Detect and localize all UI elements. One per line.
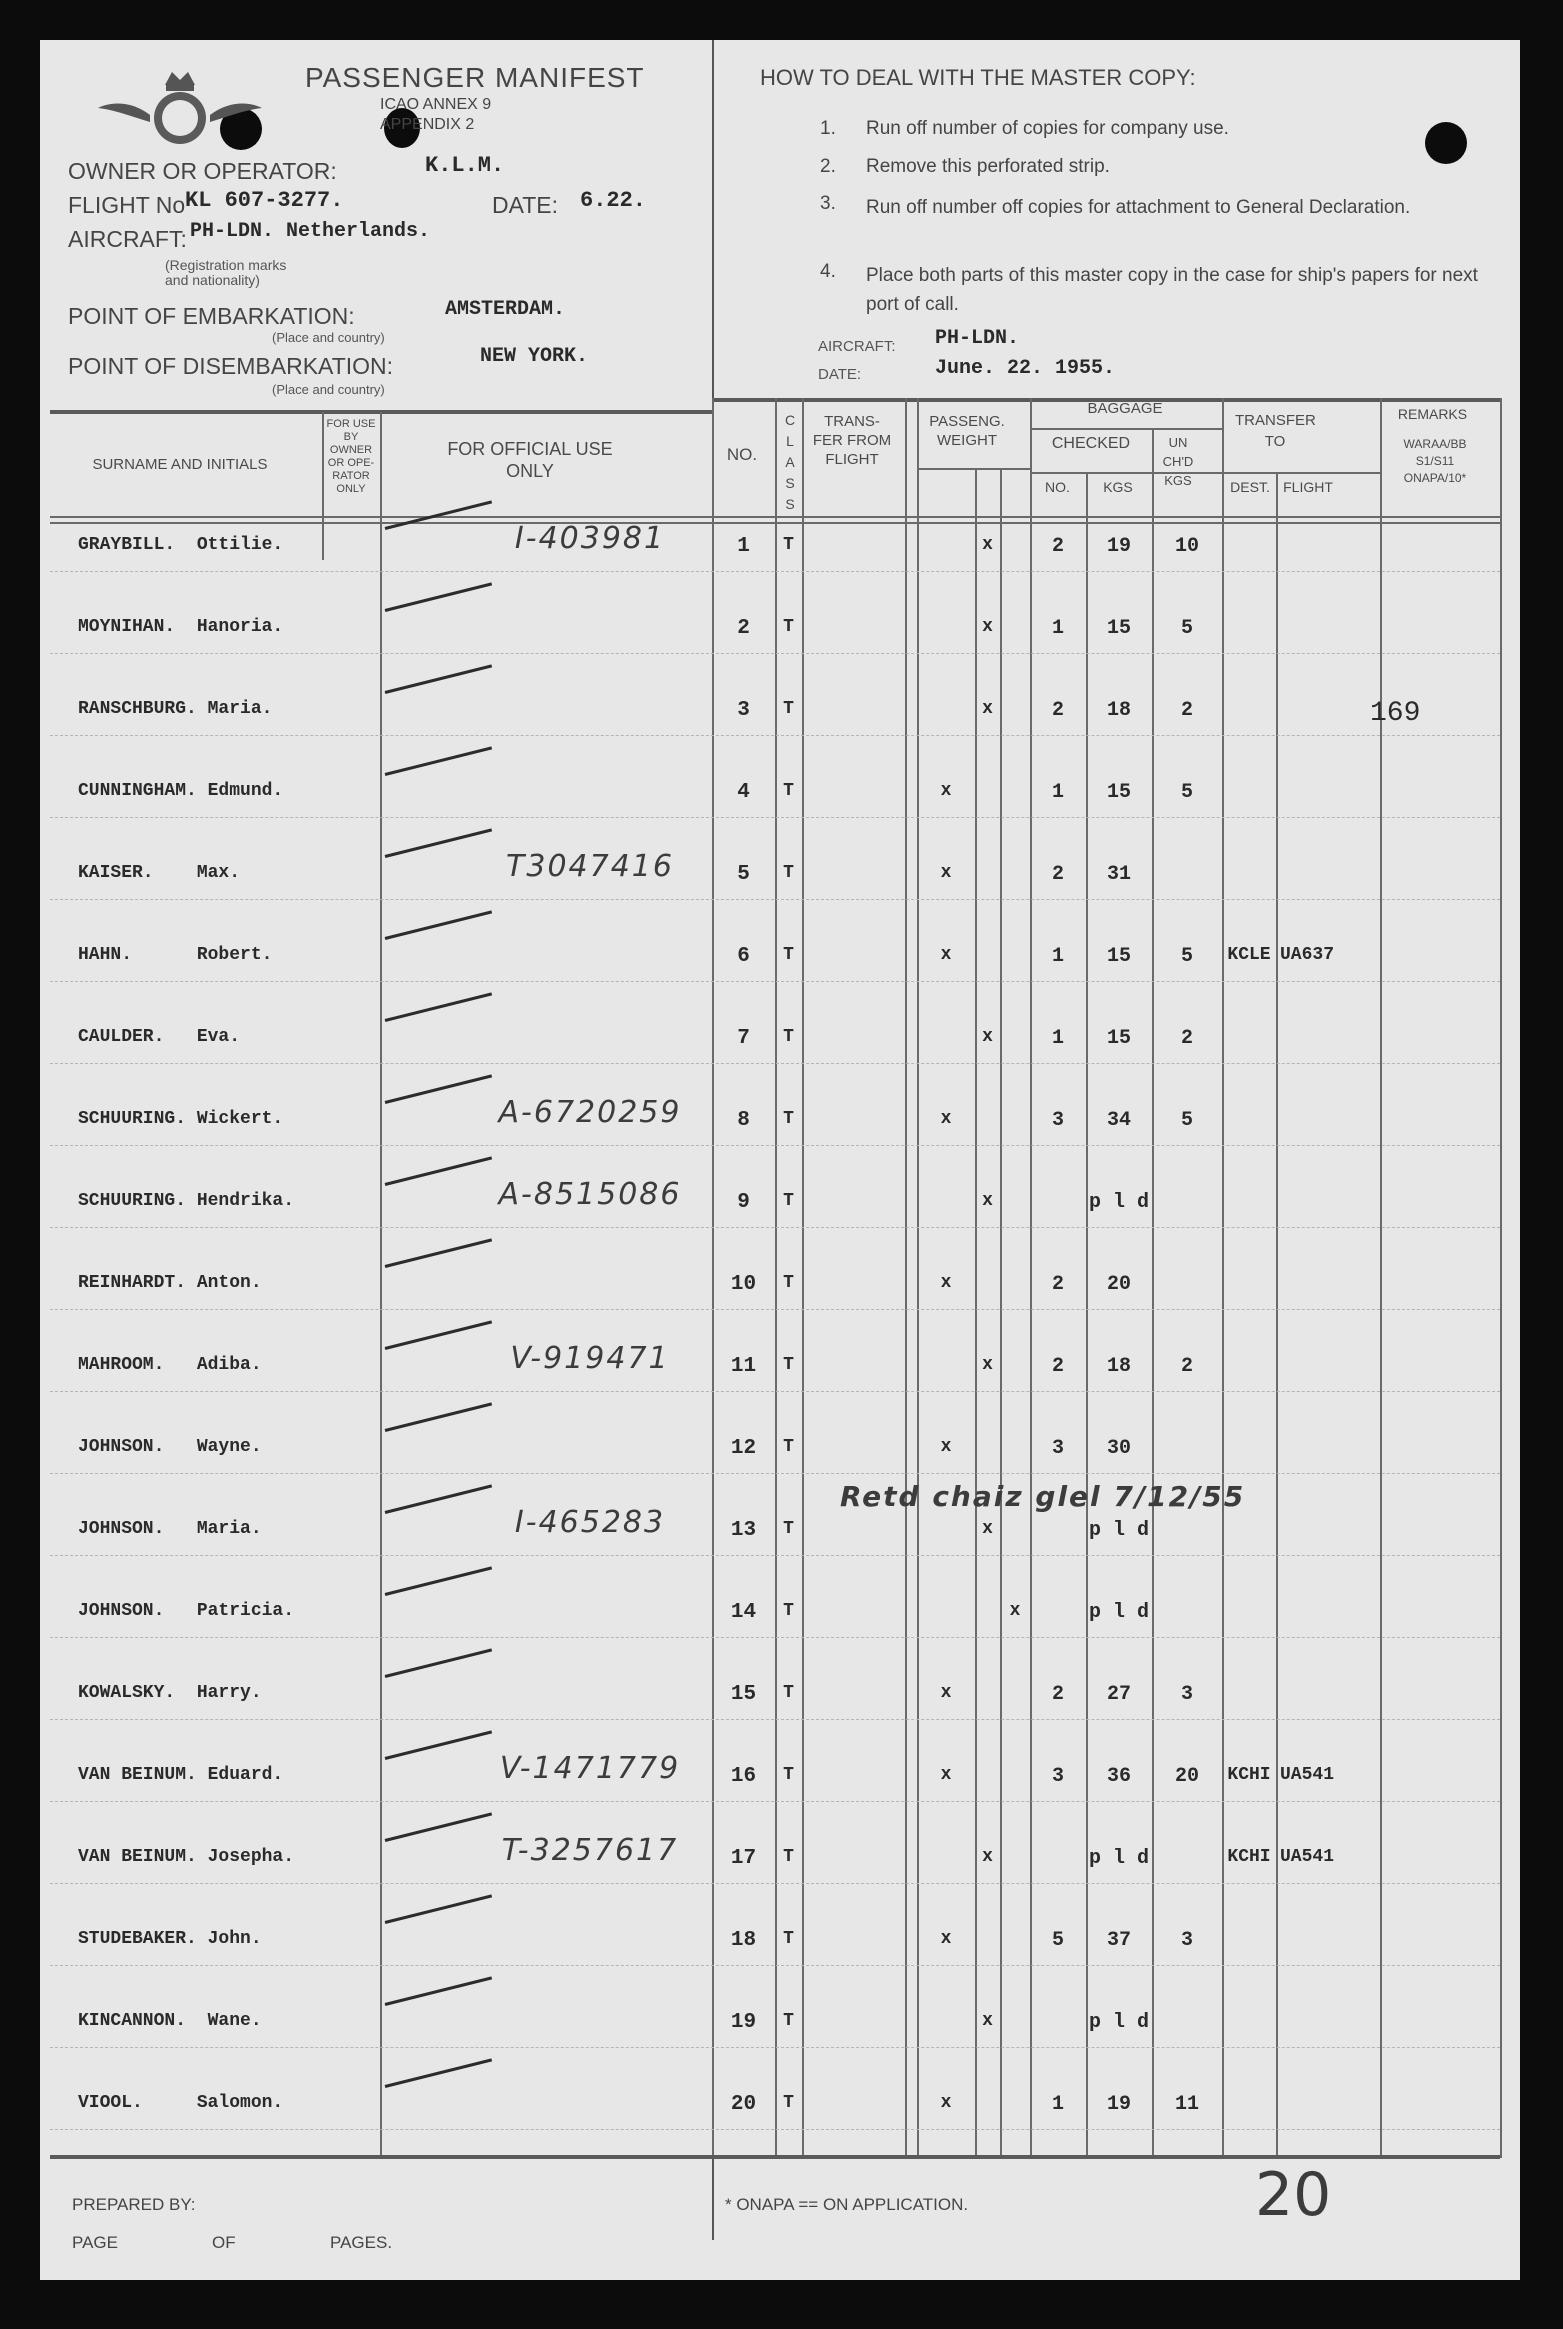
row-rule — [50, 571, 1500, 572]
row-rule — [50, 1473, 1500, 1474]
unchecked-kgs: 2 — [1180, 1027, 1193, 1050]
row-rule — [50, 2129, 1500, 2130]
baggage-kgs: p l d — [1088, 1847, 1149, 1870]
row-rule — [50, 1719, 1500, 1720]
col-checked-kgs: KGS — [1103, 479, 1133, 495]
passenger-number: 15 — [730, 1683, 757, 1706]
grid-column-line — [1380, 398, 1382, 2158]
passenger-number: 2 — [737, 617, 750, 640]
grid-column-line — [802, 398, 804, 2158]
passenger-class: T — [783, 1109, 794, 1129]
transfer-flight: UA637 — [1280, 945, 1335, 965]
passenger-name: GRAYBILL. Ottilie. — [78, 535, 284, 555]
transfer-dest: KCHI — [1227, 1765, 1271, 1785]
step-text: Remove this perforated strip. — [866, 156, 1110, 177]
baggage-kgs: 15 — [1106, 781, 1131, 804]
passenger-name: RANSCHBURG. Maria. — [78, 699, 273, 719]
weight-mark: x — [982, 1847, 993, 1867]
grid-column-line — [1276, 472, 1278, 2158]
manifest-sheet — [40, 40, 1520, 2280]
passenger-class: T — [783, 1519, 794, 1539]
unchecked-kgs: 5 — [1180, 781, 1193, 804]
date-label: DATE: — [492, 192, 559, 218]
master-copy-title: HOW TO DEAL WITH THE MASTER COPY: — [760, 65, 1196, 90]
col-transfer-from: TRANS-FER FROM FLIGHT — [812, 413, 892, 468]
passenger-name: JOHNSON. Maria. — [78, 1519, 262, 1539]
flight-label: FLIGHT No — [68, 192, 186, 218]
passenger-class: T — [783, 1437, 794, 1457]
passenger-number: 7 — [737, 1027, 750, 1050]
baggage-kgs: 19 — [1106, 535, 1131, 558]
tick-stroke — [385, 910, 492, 940]
baggage-count: 2 — [1051, 1273, 1064, 1296]
registration-note: (Registration marks and nationality) — [165, 257, 287, 288]
passenger-name: MAHROOM. Adiba. — [78, 1355, 262, 1375]
passenger-class: T — [783, 1929, 794, 1949]
weight-mark: x — [940, 1765, 952, 1785]
baggage-kgs: 31 — [1106, 863, 1131, 886]
baggage-count: 2 — [1051, 1355, 1064, 1378]
official-use-number: V-1471779 — [499, 1751, 681, 1786]
aircraft-value: PH-LDN. Netherlands. — [190, 220, 431, 243]
tick-stroke — [385, 992, 492, 1022]
owner-label: OWNER OR OPERATOR: — [68, 158, 337, 184]
grid-column-line — [905, 398, 907, 2158]
date-value: 6.22. — [580, 188, 647, 213]
passenger-name: SCHUURING. Hendrika. — [78, 1191, 295, 1211]
passenger-class: T — [783, 1273, 794, 1293]
baggage-kgs: 27 — [1106, 1683, 1131, 1706]
passenger-name: REINHARDT. Anton. — [78, 1273, 262, 1293]
passenger-number: 4 — [737, 781, 750, 804]
row-rule — [50, 981, 1500, 982]
col-checked: CHECKED — [1051, 435, 1131, 452]
baggage-kgs: p l d — [1088, 1601, 1149, 1624]
passenger-name: MOYNIHAN. Hanoria. — [78, 617, 284, 637]
passenger-number: 19 — [730, 2011, 757, 2034]
grid-column-line — [1000, 468, 1002, 2158]
col-baggage: BAGGAGE — [1087, 400, 1163, 417]
baggage-count: 2 — [1051, 699, 1064, 722]
passenger-class: T — [783, 2011, 794, 2031]
tick-stroke — [385, 1238, 492, 1268]
row-rule — [50, 735, 1500, 736]
tick-stroke — [385, 1648, 492, 1678]
passenger-number: 6 — [737, 945, 750, 968]
row-rule — [50, 1391, 1500, 1392]
official-use-number: I-465283 — [514, 1505, 666, 1540]
passenger-name: KOWALSKY. Harry. — [78, 1683, 262, 1703]
weight-mark: x — [940, 781, 952, 801]
tick-stroke — [385, 746, 492, 776]
row-rule — [50, 1063, 1500, 1064]
weight-mark: x — [982, 1355, 993, 1375]
unchecked-kgs: 20 — [1174, 1765, 1199, 1788]
baggage-count: 3 — [1051, 1765, 1064, 1788]
baggage-count: 3 — [1051, 1437, 1064, 1460]
passenger-number: 20 — [730, 2093, 757, 2116]
tick-stroke — [385, 2058, 492, 2088]
step-num: 1. — [820, 118, 836, 139]
unchecked-kgs: 5 — [1180, 945, 1193, 968]
passenger-name: KAISER. Max. — [78, 863, 241, 883]
weight-mark: x — [982, 699, 993, 719]
unchecked-kgs: 3 — [1180, 1683, 1193, 1706]
row-rule — [50, 1965, 1500, 1966]
total-count: 20 — [1255, 2160, 1332, 2230]
passenger-number: 1 — [737, 535, 750, 558]
passenger-class: T — [783, 945, 794, 965]
row-rule — [50, 1145, 1500, 1146]
passenger-number: 16 — [730, 1765, 757, 1788]
baggage-count: 1 — [1051, 617, 1064, 640]
col-for-use: FOR USE BY OWNER OR OPE-RATOR ONLY — [326, 418, 376, 495]
weight-mark: x — [940, 945, 952, 965]
passenger-name: STUDEBAKER. John. — [78, 1929, 262, 1949]
passenger-class: T — [783, 1601, 794, 1621]
baggage-kgs: 18 — [1106, 699, 1131, 722]
passenger-number: 8 — [737, 1109, 750, 1132]
passenger-number: 13 — [730, 1519, 757, 1542]
weight-mark: x — [982, 2011, 993, 2031]
official-use-number: T3047416 — [506, 849, 674, 884]
row-rule — [50, 1555, 1500, 1556]
weight-mark: x — [940, 2093, 952, 2113]
row-rule — [50, 817, 1500, 818]
row-rule — [50, 1637, 1500, 1638]
weight-mark: x — [940, 1109, 952, 1129]
unchecked-kgs: 5 — [1180, 1109, 1193, 1132]
baggage-count: 1 — [1051, 945, 1064, 968]
baggage-kgs: 15 — [1106, 617, 1131, 640]
weight-mark: x — [940, 1929, 952, 1949]
baggage-kgs: 20 — [1106, 1273, 1131, 1296]
grid-row-line — [1030, 428, 1222, 430]
weight-mark: x — [1009, 1601, 1021, 1621]
passenger-name: KINCANNON. Wane. — [78, 2011, 262, 2031]
passenger-number: 12 — [730, 1437, 757, 1460]
weight-mark: x — [940, 863, 952, 883]
passenger-class: T — [783, 863, 794, 883]
manifest-title: PASSENGER MANIFEST — [305, 62, 645, 93]
passenger-number: 5 — [737, 863, 750, 886]
mc-date-value: June. 22. 1955. — [935, 357, 1116, 380]
baggage-count: 2 — [1051, 863, 1064, 886]
grid-column-line — [1222, 398, 1224, 2158]
transfer-flight: UA541 — [1280, 1847, 1335, 1867]
row13-note: Retd chaiz glel 7/12/55 — [840, 1480, 1246, 1513]
unchecked-kgs: 2 — [1180, 699, 1193, 722]
official-use-number: V-919471 — [510, 1341, 670, 1376]
col-dest: DEST. — [1230, 479, 1270, 495]
passenger-name: SCHUURING. Wickert. — [78, 1109, 284, 1129]
mc-date-label: DATE: — [818, 366, 862, 383]
col-transfer-to: TRANSFER TO — [1235, 412, 1316, 450]
baggage-kgs: 37 — [1106, 1929, 1131, 1952]
passenger-class: T — [783, 781, 794, 801]
official-use-number: A-6720259 — [498, 1095, 682, 1130]
row-rule — [50, 2047, 1500, 2048]
baggage-kgs: 19 — [1106, 2093, 1131, 2116]
baggage-kgs: 15 — [1106, 945, 1131, 968]
baggage-kgs: 18 — [1106, 1355, 1131, 1378]
baggage-kgs: p l d — [1088, 1191, 1149, 1214]
transfer-dest: KCHI — [1227, 1847, 1271, 1867]
passenger-class: T — [783, 1355, 794, 1375]
row-rule — [50, 1883, 1500, 1884]
baggage-count: 3 — [1051, 1109, 1064, 1132]
grid-row-line — [917, 468, 1030, 470]
weight-mark: x — [982, 535, 993, 555]
passenger-name: VAN BEINUM. Eduard. — [78, 1765, 284, 1785]
passenger-class: T — [783, 1191, 794, 1211]
passenger-name: HAHN. Robert. — [78, 945, 273, 965]
col-class: CLASS — [784, 412, 796, 512]
col-checked-no: NO. — [1045, 479, 1070, 495]
passenger-name: JOHNSON. Patricia. — [78, 1601, 295, 1621]
passenger-class: T — [783, 1027, 794, 1047]
disembarkation-value: NEW YORK. — [480, 345, 589, 368]
passenger-name: CUNNINGHAM. Edmund. — [78, 781, 284, 801]
passenger-number: 17 — [730, 1847, 757, 1870]
col-surname: SURNAME AND INITIALS — [92, 456, 268, 473]
col-flight: FLIGHT — [1283, 479, 1333, 495]
weight-mark: x — [940, 1273, 952, 1293]
weight-mark: x — [940, 1437, 952, 1457]
official-use-number: A-8515086 — [498, 1177, 682, 1212]
step-text: Run off number off copies for attachment to General Declaration. — [866, 197, 1411, 218]
grid-column-line — [975, 468, 977, 2158]
onapa-note: * ONAPA == ON APPLICATION. — [725, 2195, 969, 2214]
passenger-class: T — [783, 2093, 794, 2113]
tick-stroke — [385, 1976, 492, 2006]
weight-mark: x — [982, 617, 993, 637]
passenger-number: 11 — [730, 1355, 757, 1378]
weight-mark: x — [982, 1519, 993, 1539]
step-num: 4. — [820, 261, 836, 282]
baggage-kgs: p l d — [1088, 2011, 1149, 2034]
step-num: 3. — [820, 193, 836, 214]
grid-column-line — [1086, 472, 1088, 2158]
baggage-count: 1 — [1051, 1027, 1064, 1050]
official-use-number: I-403981 — [514, 521, 666, 556]
transfer-flight: UA541 — [1280, 1765, 1335, 1785]
passenger-class: T — [783, 535, 794, 555]
pages-label: PAGES. — [330, 2233, 393, 2252]
passenger-class: T — [783, 617, 794, 637]
passenger-class: T — [783, 1683, 794, 1703]
step-text: Place both parts of this master copy in the case for ship's papers for next port of call. — [866, 265, 1478, 315]
embarkation-note: (Place and country) — [272, 330, 385, 345]
row-rule — [50, 653, 1500, 654]
disembarkation-label: POINT OF DISEMBARKATION: — [68, 353, 394, 379]
flight-value: KL 607-3277. — [185, 188, 344, 213]
grid-column-line — [1152, 428, 1154, 2158]
baggage-count: 2 — [1051, 1683, 1064, 1706]
col-passenger-weight: PASSENG. WEIGHT — [929, 413, 1005, 449]
col-remarks-codes: WARAA/BB S1/S11 ONAPA/10* — [1403, 437, 1467, 485]
footer-rule — [50, 2155, 1500, 2159]
passenger-class: T — [783, 1765, 794, 1785]
col-unchecked: UN CH'D KGS — [1162, 435, 1194, 488]
col-remarks: REMARKS — [1397, 406, 1468, 422]
baggage-count: 1 — [1051, 2093, 1064, 2116]
col-no: NO. — [726, 445, 758, 464]
grid-row-line — [1222, 472, 1380, 474]
baggage-kgs: 15 — [1106, 1027, 1131, 1050]
mc-aircraft-value: PH-LDN. — [935, 327, 1020, 350]
passenger-number: 9 — [737, 1191, 750, 1214]
embarkation-label: POINT OF EMBARKATION: — [68, 303, 355, 329]
grid-row-line — [50, 522, 1500, 524]
unchecked-kgs: 10 — [1174, 535, 1199, 558]
passenger-class: T — [783, 1847, 794, 1867]
of-label: OF — [212, 2233, 236, 2252]
weight-mark: x — [940, 1683, 952, 1703]
grid-column-line — [1500, 398, 1502, 2158]
appendix-label: APPENDIX 2 — [380, 116, 475, 133]
tick-stroke — [385, 1402, 492, 1432]
step-num: 2. — [820, 156, 836, 177]
baggage-kgs: p l d — [1088, 1519, 1149, 1542]
margin-number: 169 — [1370, 698, 1421, 729]
row-rule — [50, 1801, 1500, 1802]
unchecked-kgs: 5 — [1180, 617, 1193, 640]
unchecked-kgs: 2 — [1180, 1355, 1193, 1378]
official-use-number: T-3257617 — [501, 1833, 679, 1868]
grid-row-line — [50, 516, 1500, 518]
prepared-by: PREPARED BY: — [72, 2195, 196, 2214]
passenger-name: JOHNSON. Wayne. — [78, 1437, 262, 1457]
tick-stroke — [385, 1566, 492, 1596]
tick-stroke — [385, 1894, 492, 1924]
row-rule — [50, 1227, 1500, 1228]
klm-logo — [90, 60, 270, 150]
tick-stroke — [385, 582, 492, 612]
owner-value: K.L.M. — [425, 153, 505, 178]
passenger-number: 3 — [737, 699, 750, 722]
passenger-number: 18 — [730, 1929, 757, 1952]
passenger-name: VAN BEINUM. Josepha. — [78, 1847, 295, 1867]
disembarkation-note: (Place and country) — [272, 382, 385, 397]
baggage-count: 2 — [1051, 535, 1064, 558]
passenger-number: 14 — [730, 1601, 757, 1624]
unchecked-kgs: 3 — [1180, 1929, 1193, 1952]
step-text: Run off number of copies for company use. — [866, 118, 1229, 139]
tick-stroke — [385, 664, 492, 694]
page-label: PAGE — [72, 2233, 118, 2252]
unchecked-kgs: 11 — [1174, 2093, 1199, 2116]
baggage-kgs: 36 — [1106, 1765, 1131, 1788]
transfer-dest: KCLE — [1227, 945, 1271, 965]
aircraft-label: AIRCRAFT: — [68, 226, 187, 252]
punch-hole — [1425, 122, 1467, 164]
embarkation-value: AMSTERDAM. — [445, 298, 566, 321]
passenger-number: 10 — [730, 1273, 757, 1296]
passenger-name: CAULDER. Eva. — [78, 1027, 241, 1047]
baggage-count: 1 — [1051, 781, 1064, 804]
annex-label: ICAO ANNEX 9 — [380, 96, 492, 113]
baggage-count: 5 — [1051, 1929, 1064, 1952]
col-official: FOR OFFICIAL USE ONLY — [447, 439, 613, 481]
baggage-kgs: 30 — [1106, 1437, 1131, 1460]
passenger-name: VIOOL. Salomon. — [78, 2093, 284, 2113]
mc-aircraft-label: AIRCRAFT: — [818, 338, 896, 355]
weight-mark: x — [982, 1191, 993, 1211]
row-rule — [50, 899, 1500, 900]
baggage-kgs: 34 — [1106, 1109, 1131, 1132]
passenger-class: T — [783, 699, 794, 719]
row-rule — [50, 1309, 1500, 1310]
weight-mark: x — [982, 1027, 993, 1047]
